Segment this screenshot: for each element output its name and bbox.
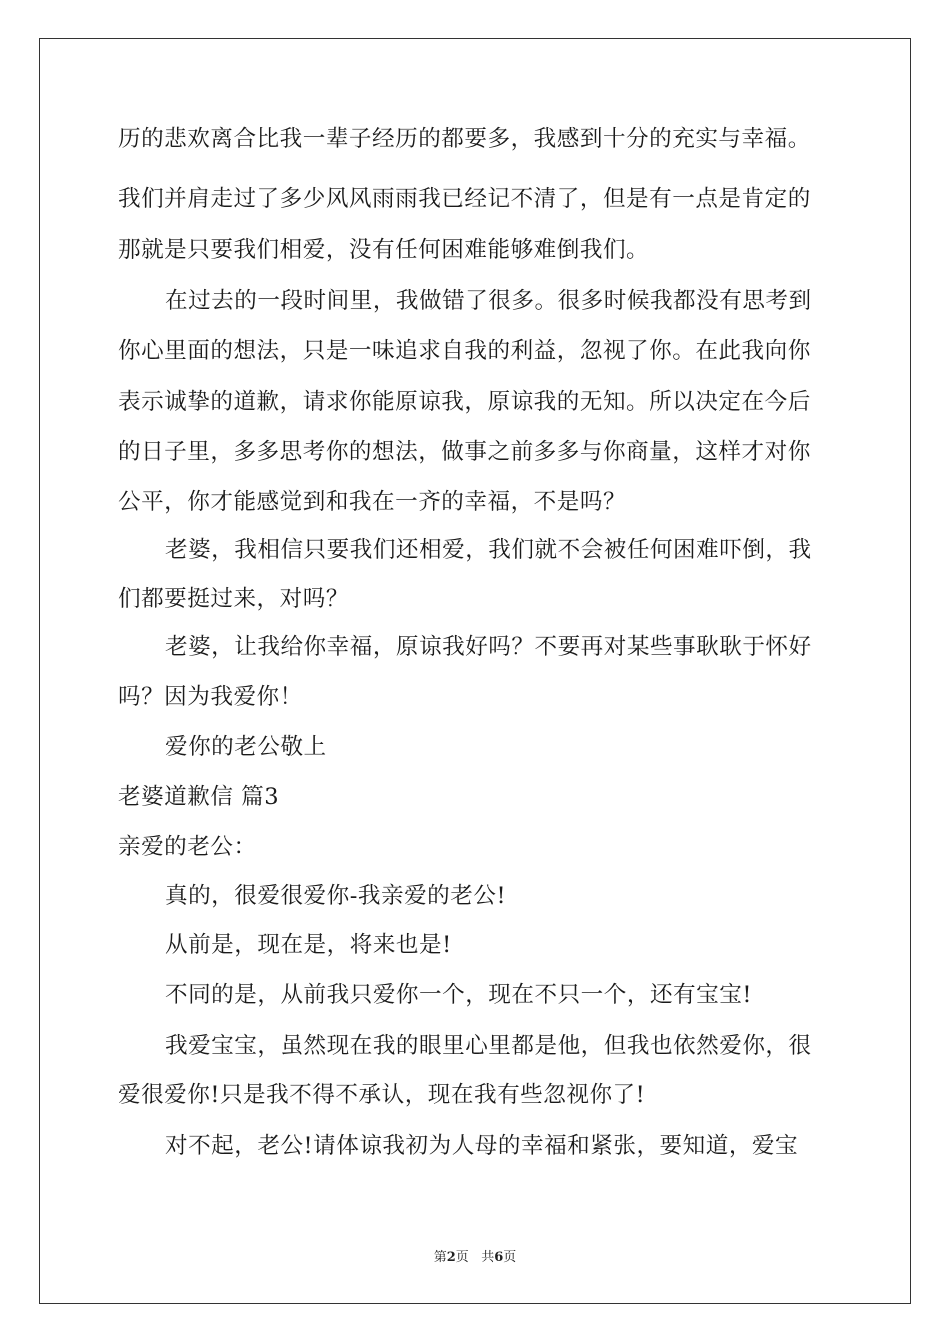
paragraph-line: 表示诚挚的道歉，请求你能原谅我，原谅我的无知。所以决定在今后 xyxy=(118,389,811,415)
page-footer xyxy=(0,1246,950,1265)
paragraph-line: 吗？因为我爱你！ xyxy=(118,684,303,710)
paragraph-line: 我们并肩走过了多少风风雨雨我已经记不清了，但是有一点是肯定的 xyxy=(118,186,811,212)
paragraph-line: 你心里面的想法，只是一味追求自我的利益，忽视了你。在此我向你 xyxy=(118,338,811,364)
paragraph-line: 老婆，让我给你幸福，原谅我好吗？不要再对某些事耿耿于怀好 xyxy=(165,634,812,660)
paragraph-line: 公平，你才能感觉到和我在一齐的幸福，不是吗？ xyxy=(118,489,627,515)
paragraph-line: 在过去的一段时间里，我做错了很多。很多时候我都没有思考到 xyxy=(165,288,812,314)
paragraph-line: 对不起，老公!请体谅我初为人母的幸福和紧张，要知道，爱宝 xyxy=(165,1133,799,1159)
paragraph-line: 不同的是，从前我只爱你一个，现在不只一个，还有宝宝! xyxy=(165,982,752,1008)
paragraph-line: 的日子里，多多思考你的想法，做事之前多多与你商量，这样才对你 xyxy=(118,439,811,465)
paragraph-line: 们都要挺过来，对吗？ xyxy=(118,586,349,612)
section-heading: 老婆道歉信 篇3 xyxy=(118,784,280,810)
total-pages-number: 6 xyxy=(494,1250,504,1265)
paragraph-line: 我爱宝宝，虽然现在我的眼里心里都是他，但我也依然爱你，很 xyxy=(165,1033,812,1059)
footer-middle: 页 共 xyxy=(455,1250,495,1265)
paragraph-line: 从前是，现在是，将来也是! xyxy=(165,932,452,958)
paragraph-line: 那就是只要我们相爱，没有任何困难能够难倒我们。 xyxy=(118,237,650,263)
paragraph-line: 老婆，我相信只要我们还相爱，我们就不会被任何困难吓倒，我 xyxy=(165,537,812,563)
current-page-number: 2 xyxy=(446,1250,456,1265)
paragraph-line: 真的，很爱很爱你-我亲爱的老公! xyxy=(165,883,507,909)
paragraph-line: 历的悲欢离合比我一辈子经历的都要多，我感到十分的充实与幸福。 xyxy=(118,126,811,152)
page-border xyxy=(39,38,911,1304)
salutation: 亲爱的老公： xyxy=(118,834,257,860)
footer-suffix: 页 xyxy=(503,1250,517,1265)
footer-prefix: 第 xyxy=(433,1250,447,1265)
signature-line: 爱你的老公敬上 xyxy=(165,734,327,760)
paragraph-line: 爱很爱你!只是我不得不承认，现在我有些忽视你了! xyxy=(118,1082,646,1108)
